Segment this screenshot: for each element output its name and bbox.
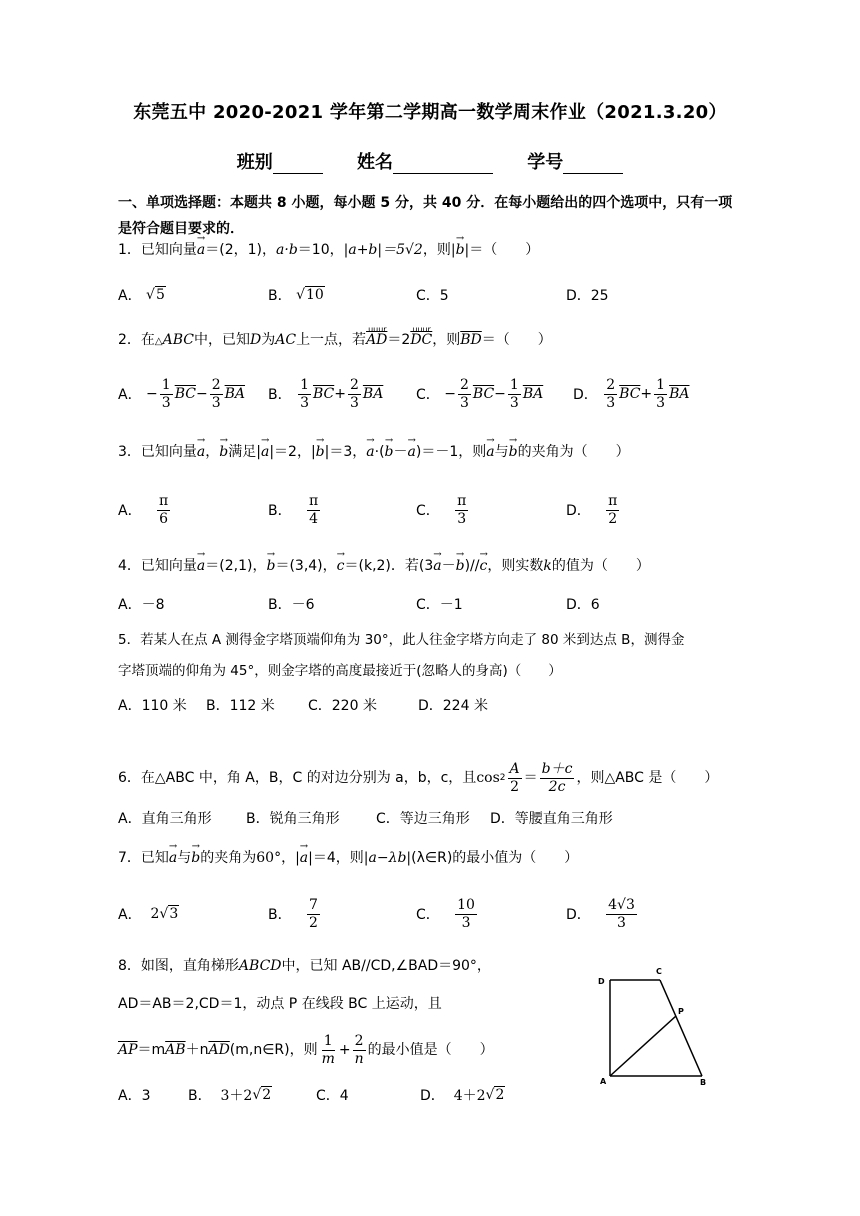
question-8-line3: $\overline{AP}$ ＝m $\overline{AB}$ ＋n $\overline{AD}$ (m,n∈R)，则 $\frac{1}{m}$ + $\frac{2}{n}$ 的最小值是（ ） — [118, 1032, 494, 1067]
id-label: 学号 — [527, 152, 564, 173]
class-blank[interactable] — [273, 155, 323, 174]
q3-text: 与 — [494, 444, 509, 460]
segment-AP — [610, 1016, 676, 1076]
q4-option-b[interactable] — [268, 584, 315, 624]
radicand: 10 — [305, 287, 324, 303]
label-B: B — [700, 1078, 707, 1087]
den: 2c — [548, 778, 566, 795]
abs-sum: |a+b|＝5√2 — [343, 242, 423, 258]
vector-b: → b — [456, 240, 465, 260]
den: n — [354, 1050, 364, 1067]
option-label: C．4 — [316, 1088, 349, 1104]
question-8-line2: AD＝AB＝2,CD＝1，动点 P 在线段 BC 上运动，且 — [118, 996, 442, 1012]
vector-b: → b — [385, 442, 394, 462]
den: 4 — [309, 510, 319, 527]
q4-text: 4．已知向量 — [118, 558, 197, 574]
q7-text: ＝4，则 — [312, 850, 364, 866]
option-label: A．直角三角形 — [118, 811, 212, 827]
vector-BA: $\overline{BA}$ — [669, 386, 690, 402]
num: 4√3 — [608, 896, 635, 913]
radicand: 3 — [169, 906, 179, 922]
page-title: 东莞五中 2020-2021 学年第二学期高一数学周末作业（2021.3.20） — [133, 102, 727, 123]
q7-option-d[interactable] — [566, 894, 639, 934]
q2-text: ABC — [162, 332, 194, 348]
option-label: A．－8 — [118, 597, 165, 613]
question-5: 5．若某人在点 A 测得金字塔顶端仰角为 30°，此人往金字塔方向走了 80 米到达点 B，测得金 — [118, 632, 685, 648]
label-D: D — [598, 977, 605, 986]
q8-option-d[interactable]: D． 4＋2 √2 — [420, 1087, 505, 1104]
den: 3 — [459, 394, 469, 411]
q7-text: (λ∈R)的最小值为（ ） — [411, 850, 579, 866]
angle: 60° — [256, 850, 282, 866]
q7-text: ， — [281, 850, 296, 866]
q3-text: |＝3， — [324, 444, 367, 460]
den: 2 — [608, 510, 618, 527]
den: 3 — [509, 394, 519, 411]
den: 3 — [617, 914, 626, 931]
q3-text: 3．已知向量 — [118, 444, 197, 460]
q5-option-d[interactable] — [418, 685, 488, 725]
q5-option-a[interactable] — [118, 685, 187, 725]
q3-option-a[interactable] — [118, 490, 172, 530]
q3-text: ， — [205, 444, 220, 460]
option-label: B．112 米 — [206, 698, 275, 714]
num: π — [608, 492, 618, 509]
den: 3 — [300, 394, 309, 411]
q2-text: ＝2 — [387, 332, 411, 348]
option-label: B． — [268, 503, 292, 519]
q7-text: 与 — [177, 850, 192, 866]
q8-option-a[interactable] — [118, 1075, 150, 1115]
dot-product: a·b — [276, 242, 298, 258]
q7-option-c[interactable] — [416, 894, 479, 934]
q6-option-b[interactable] — [246, 798, 340, 838]
trapezoid-figure — [590, 960, 720, 1090]
op: − — [444, 386, 456, 402]
q1-option-b[interactable]: B． √10 — [268, 287, 324, 304]
q1-text: ＝（ ） — [469, 242, 540, 258]
q2-text: 2．在 — [118, 332, 155, 348]
option-label: D．25 — [566, 288, 609, 304]
q6-text: ，则△ABC 是（ ） — [576, 770, 719, 786]
q8-option-c[interactable] — [316, 1075, 349, 1115]
num: 7 — [308, 896, 318, 913]
coef: 4＋2 — [453, 1088, 486, 1104]
q8-text: ＋n — [185, 1042, 209, 1058]
num: π — [158, 492, 169, 509]
num: 2 — [354, 1032, 364, 1049]
q1-stem: 1．已知向量 — [118, 242, 197, 258]
num: A — [509, 760, 520, 777]
q6-options — [118, 798, 738, 838]
den: 3 — [349, 394, 359, 411]
vector-a: → a — [197, 442, 205, 462]
q4-text: )// — [464, 558, 480, 574]
option-label: B． — [268, 907, 292, 923]
q8-text: ABCD — [238, 958, 282, 974]
option-label: A．110 米 — [118, 698, 187, 714]
q4-options — [118, 584, 738, 624]
name-blank[interactable] — [393, 155, 493, 174]
uuu-mark: uuur — [368, 325, 387, 334]
option-label: D． — [573, 387, 598, 403]
vector-a: → a — [197, 240, 205, 260]
vector-a: → a — [433, 556, 441, 576]
q1-text: ＝10， — [297, 242, 344, 258]
q6-text: 6．在△ABC 中，角 A，B，C 的对边分别为 a，b，c，且 — [118, 770, 477, 786]
q2-text: 为 — [261, 332, 276, 348]
cos: cos — [476, 770, 500, 786]
option-label: D．224 米 — [418, 698, 488, 714]
vector-b: → b — [316, 442, 325, 462]
question-7 — [118, 848, 578, 868]
q7-text: 的夹角为 — [200, 850, 257, 866]
q3-options — [118, 490, 738, 530]
class-label: 班别 — [236, 152, 273, 173]
option-label: A． — [118, 503, 142, 519]
q4-text: － — [441, 558, 456, 574]
op: + — [640, 386, 653, 402]
option-label: C． — [416, 907, 440, 923]
section-heading: 一、单项选择题：本题共 8 小题，每小题 5 分，共 40 分．在每小题给出的四个选项中，只有一项是符合题目要求的． — [118, 195, 733, 237]
q2-text: ，则 — [432, 332, 461, 348]
q4-text: ＝(2,1)， — [205, 558, 267, 574]
option-label: A．3 — [118, 1088, 151, 1104]
question-8 — [118, 956, 491, 976]
den: 2 — [308, 914, 318, 931]
option-label: A． — [118, 907, 142, 923]
num: 2 — [459, 376, 469, 393]
den: 3 — [161, 394, 171, 411]
num: 2 — [606, 376, 616, 393]
num: π — [308, 492, 319, 509]
q2-option-a[interactable] — [118, 374, 245, 414]
num: b＋c — [541, 760, 573, 777]
num: 1 — [300, 376, 309, 393]
q2-option-c[interactable] — [416, 374, 543, 414]
vector-b: → b — [509, 442, 518, 462]
q7-option-a[interactable]: A． 2 √3 — [118, 906, 179, 923]
abs-a: |→ a| — [295, 850, 313, 866]
q3-text: ·( — [374, 444, 385, 460]
vector-a: → a — [169, 848, 177, 868]
q4-option-a[interactable] — [118, 584, 164, 624]
q4-text: 的值为（ ） — [551, 558, 650, 574]
q5-option-c[interactable] — [308, 685, 377, 725]
q3-text: 满足| — [228, 444, 261, 460]
num: 1 — [656, 376, 666, 393]
label-A: A — [600, 1077, 607, 1086]
vector-a: → a — [486, 442, 494, 462]
vector-a: → a — [408, 442, 416, 462]
vector-a: → a — [366, 442, 374, 462]
option-label: C． — [416, 503, 440, 519]
q7-option-b[interactable] — [268, 894, 322, 934]
square: 2 — [499, 773, 506, 783]
vector-a: → a — [300, 848, 308, 868]
den: 3 — [211, 394, 221, 411]
num: π — [457, 492, 467, 509]
vector-c: → c — [480, 556, 488, 576]
num: 2 — [211, 376, 221, 393]
vector-AD: $\overline{AD}$ — [208, 1042, 230, 1058]
q8-text: (m,n∈R)，则 — [229, 1042, 318, 1058]
den: 6 — [159, 510, 168, 527]
q2-text: D — [250, 332, 262, 348]
q3-text: )＝－1，则 — [415, 444, 487, 460]
q3-text: － — [393, 444, 408, 460]
vector-a: → a — [261, 442, 269, 462]
vector-BA: $\overline{BA}$ — [224, 386, 246, 402]
question-4 — [118, 556, 650, 576]
q8-text: 中，已知 AB//CD,∠BAD＝90°， — [281, 958, 491, 974]
option-label: D． — [566, 907, 591, 923]
question-3 — [118, 442, 630, 462]
vector-BC: $\overline{BC}$ — [619, 386, 641, 402]
id-blank[interactable] — [563, 155, 623, 174]
q6-option-c[interactable] — [376, 798, 470, 838]
option-label: C．220 米 — [308, 698, 377, 714]
q2-text: 中，已知 — [194, 332, 250, 348]
q7-text: 7．已知 — [118, 850, 169, 866]
vector-BA: $\overline{BA}$ — [362, 386, 384, 402]
option-label: B． — [188, 1088, 212, 1104]
q5-options — [118, 685, 738, 725]
num: 1 — [509, 376, 519, 393]
q8-text: ＝m — [137, 1042, 166, 1058]
vector-c: → c — [337, 556, 345, 576]
vector-BA: $\overline{BA}$ — [522, 386, 544, 402]
q4-text: ，则实数 — [487, 558, 544, 574]
q4-option-c[interactable] — [416, 584, 463, 624]
vector-BC: $\overline{BC}$ — [312, 386, 335, 402]
vector-b: → b — [191, 848, 200, 868]
option-label: D．等腰直角三角形 — [490, 811, 613, 827]
num: 10 — [457, 896, 475, 913]
vector-a: → a — [197, 556, 205, 576]
den: 3 — [457, 510, 467, 527]
q2-option-b[interactable] — [268, 374, 383, 414]
vector-b: → b — [266, 556, 275, 576]
q8-text: 的最小值是（ ） — [367, 1042, 494, 1058]
q2-option-d[interactable] — [573, 374, 689, 414]
q4-text: ＝(3,4)， — [275, 558, 337, 574]
q7-options — [118, 894, 738, 934]
q4-text: k — [543, 558, 552, 574]
q1-option-d[interactable] — [566, 275, 609, 315]
op: − — [146, 386, 158, 402]
den: 3 — [656, 394, 666, 411]
num: 1 — [323, 1032, 333, 1049]
option-label: C．5 — [416, 288, 449, 304]
q2-text: ＝（ ） — [481, 332, 552, 348]
q4-text: ＝(k,2)．若(3 — [344, 558, 434, 574]
q5-option-b[interactable] — [206, 685, 275, 725]
q3-text: |＝2，| — [269, 444, 316, 460]
abs-diff: |a−λb| — [363, 850, 412, 866]
vector-BD: $\overline{BD}$ — [460, 332, 482, 348]
radicand: 5 — [155, 287, 165, 303]
radicand: 2 — [262, 1087, 272, 1103]
option-label: C．等边三角形 — [376, 811, 470, 827]
q2-text: AC — [275, 332, 297, 348]
abs-b: |→ b| — [451, 242, 469, 258]
question-5-line2: 字塔顶端的仰角为 45°，则金字塔的高度最接近于(忽略人的身高)（ ） — [118, 663, 562, 679]
radicand: 2 — [495, 1087, 505, 1103]
q1-option-a[interactable]: A． √5 — [118, 287, 165, 304]
vector-AP: $\overline{AP}$ — [118, 1042, 138, 1058]
den: 3 — [461, 914, 471, 931]
option-label: A． — [118, 387, 142, 403]
q2-options — [118, 374, 738, 414]
q1-text: ，则 — [422, 242, 451, 258]
q2-text: 上一点，若 — [296, 332, 367, 348]
q8-text: 8．如图，直角梯形 — [118, 958, 239, 974]
option-label: B． — [268, 288, 292, 304]
den: m — [321, 1050, 335, 1067]
den: 2 — [510, 778, 520, 795]
question-1 — [118, 240, 539, 260]
option-label: D．6 — [566, 597, 600, 613]
vector-DC: $\overline{DC}$ — [410, 332, 433, 348]
q1-text: ＝(2，1)， — [205, 242, 277, 258]
q4-option-d[interactable] — [566, 584, 600, 624]
vector-AD: $\overline{AD}$ — [366, 332, 388, 348]
q6-option-d[interactable] — [490, 798, 613, 838]
op: − — [195, 386, 208, 402]
coef: 3＋2 — [220, 1088, 253, 1104]
option-label: D． — [420, 1088, 445, 1104]
option-label: A． — [118, 288, 142, 304]
op: + — [334, 386, 346, 402]
num: 1 — [161, 376, 171, 393]
student-info-line — [0, 148, 860, 174]
num: 2 — [349, 376, 359, 393]
label-P: P — [678, 1007, 684, 1016]
label-C: C — [656, 967, 662, 976]
option-label: C．－1 — [416, 597, 463, 613]
op: − — [494, 386, 506, 402]
den: 3 — [606, 394, 616, 411]
q6-option-a[interactable] — [118, 798, 212, 838]
vector-AB: $\overline{AB}$ — [165, 1042, 186, 1058]
option-label: B．锐角三角形 — [246, 811, 340, 827]
q3-text: 的夹角为（ ） — [517, 444, 630, 460]
option-label: B．－6 — [268, 597, 315, 613]
option-label: C． — [416, 387, 440, 403]
question-6: 6．在△ABC 中，角 A，B，C 的对边分别为 a，b，c，且 cos 2 $\frac{A}{2}$ ＝ $\frac{b+c}{2c}$ ，则△ABC 是（ ） — [118, 760, 719, 795]
q1-option-c[interactable] — [416, 275, 449, 315]
q3-option-c[interactable] — [416, 490, 470, 530]
edge-CB — [660, 980, 702, 1076]
question-2: 2．在△ABC中，已知D为AC上一点，若 uuur $\overline{AD}=2$ uuur $\overline{DC}$，则$\overline{BD}=$（ ） — [118, 330, 552, 352]
uuu-mark: uuur — [412, 325, 431, 334]
vector-b: → b — [219, 442, 228, 462]
q8-option-b[interactable]: B． 3＋2 √2 — [188, 1087, 272, 1104]
option-label: B． — [268, 387, 292, 403]
vector-BC: $\overline{BC}$ — [174, 386, 196, 402]
vector-BC: $\overline{BC}$ — [472, 386, 495, 402]
q1-options — [118, 275, 738, 315]
name-label: 姓名 — [357, 152, 393, 173]
q3-option-b[interactable] — [268, 490, 322, 530]
q3-option-d[interactable] — [566, 490, 621, 530]
vector-b: → b — [456, 556, 465, 576]
coef: 2 — [150, 906, 160, 922]
option-label: D． — [566, 503, 591, 519]
